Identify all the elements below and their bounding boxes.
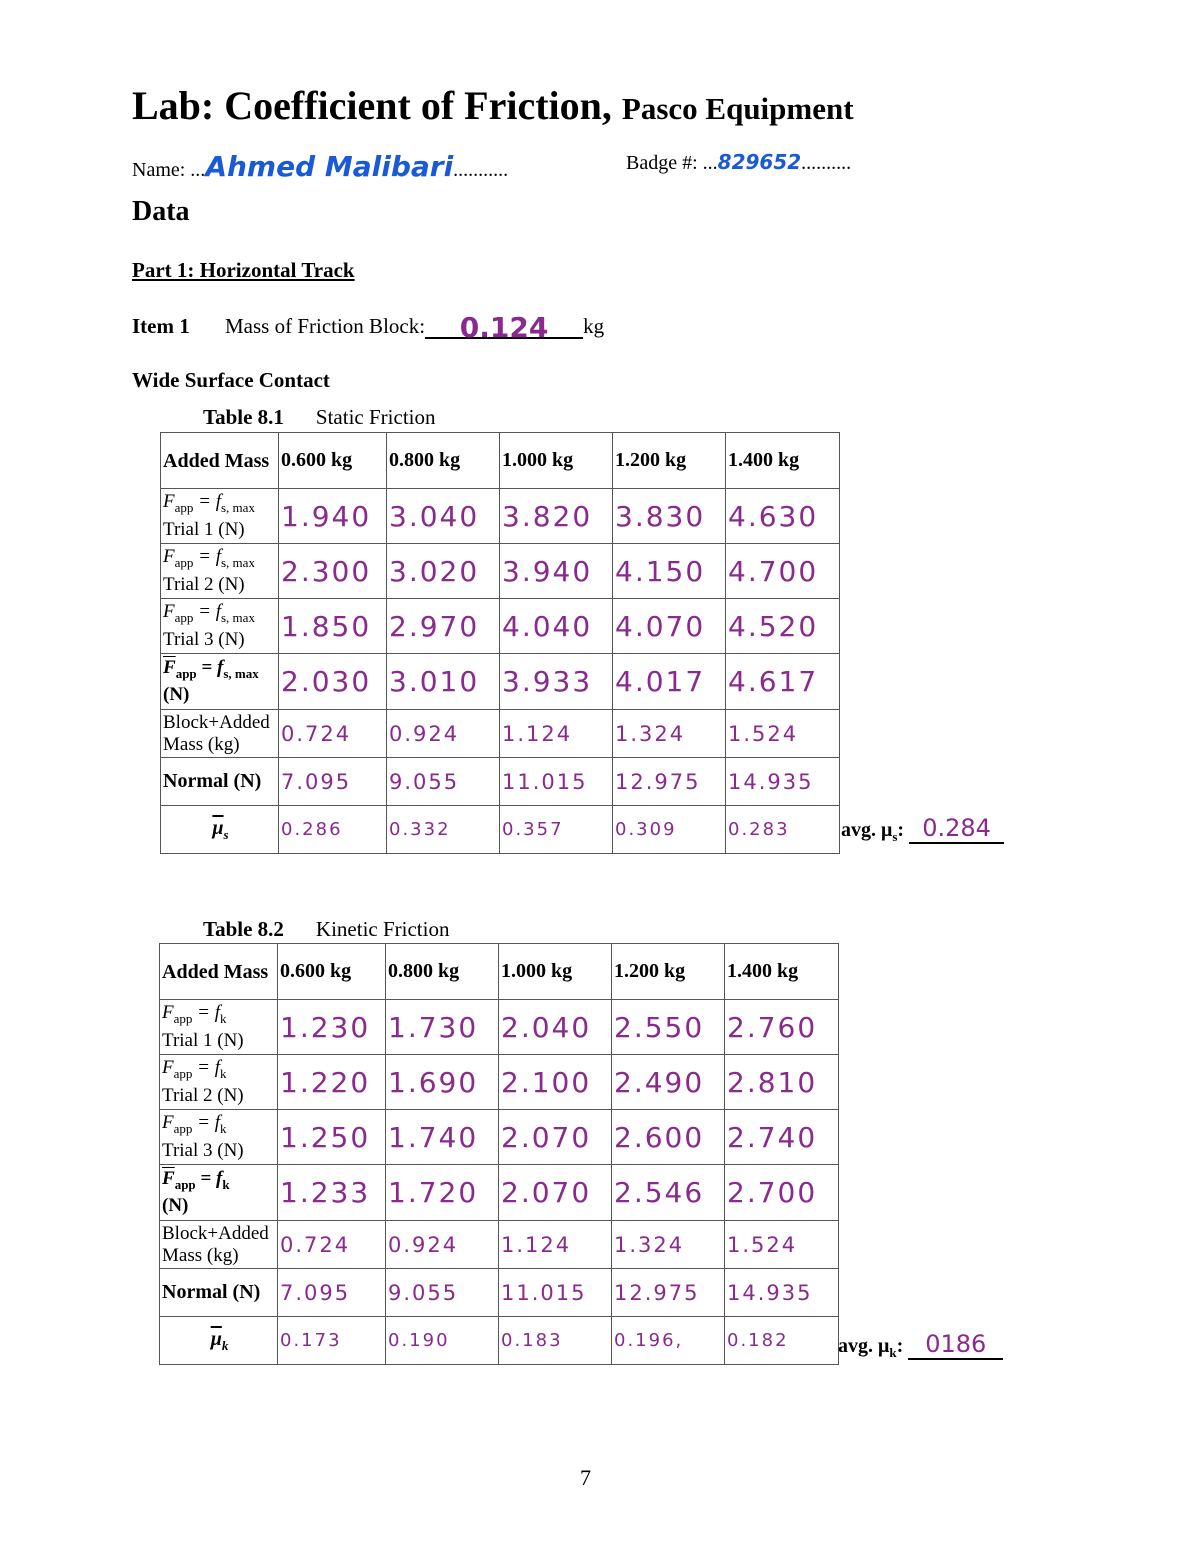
table1 bbox=[160, 432, 840, 854]
data-heading: Data bbox=[132, 196, 190, 227]
table1-cell: 0.286 bbox=[279, 806, 387, 854]
table1-row-label: $F_{app} = f_{s, max}$ Trial 3 (N) bbox=[161, 599, 279, 654]
table1-cell: 4.617 bbox=[726, 654, 840, 710]
table2-caption bbox=[203, 917, 449, 942]
table2-cell: 1.524 bbox=[725, 1221, 839, 1269]
table1-row-label: $F_{app} = f_{s, max}$ Trial 2 (N) bbox=[161, 544, 279, 599]
table1-row-label: $F_{app} = f_{s, max}$ Trial 1 (N) bbox=[161, 489, 279, 544]
table2-header-label: Added Mass bbox=[160, 944, 278, 1000]
table2-cell: 2.040 bbox=[499, 1000, 612, 1055]
table2-avg-label: avg. μ bbox=[838, 1335, 890, 1357]
table1-cell: 12.975 bbox=[613, 758, 726, 806]
table1-cell: 1.124 bbox=[500, 710, 613, 758]
table1-header-label: Added Mass bbox=[161, 433, 279, 489]
table1-cell: 0.724 bbox=[279, 710, 387, 758]
page-number: 7 bbox=[580, 1465, 591, 1490]
table2-cell: 2.760 bbox=[725, 1000, 839, 1055]
name-label: Name: ... bbox=[132, 159, 206, 181]
table2-cell: 2.070 bbox=[499, 1165, 612, 1221]
table1-cell: 4.700 bbox=[726, 544, 840, 599]
table2-row-label: $F_{app} = f_k$ Trial 1 (N) bbox=[160, 1000, 278, 1055]
table1-cell: 0.357 bbox=[500, 806, 613, 854]
table2-col-header: 0.800 kg bbox=[386, 944, 499, 1000]
table1-cell: 3.040 bbox=[387, 489, 500, 544]
table1-cell: 3.933 bbox=[500, 654, 613, 710]
table2-cell: 2.070 bbox=[499, 1110, 612, 1165]
table-row bbox=[160, 1221, 839, 1269]
table1-caption bbox=[203, 405, 436, 430]
table2-cell: 1.250 bbox=[278, 1110, 386, 1165]
table1-cell: 4.070 bbox=[613, 599, 726, 654]
table2-cell: 2.100 bbox=[499, 1055, 612, 1110]
table2-mu-label: $\overline{\mu}_k$ bbox=[160, 1317, 278, 1365]
table-row bbox=[160, 1110, 839, 1165]
table1-avg: avg. $\mu_s$: 0.284 bbox=[841, 814, 1004, 845]
mass-unit: kg bbox=[583, 314, 605, 338]
table-row bbox=[161, 599, 840, 654]
table1-cell: 2.300 bbox=[279, 544, 387, 599]
table2-cell: 0.196, bbox=[612, 1317, 725, 1365]
table2-cell: 1.730 bbox=[386, 1000, 499, 1055]
table1-cell: 2.030 bbox=[279, 654, 387, 710]
table1-header-row bbox=[161, 433, 840, 489]
table2-cell: 14.935 bbox=[725, 1269, 839, 1317]
table1-col-header: 1.400 kg bbox=[726, 433, 840, 489]
table1-cell: 1.324 bbox=[613, 710, 726, 758]
table1-cell: 0.924 bbox=[387, 710, 500, 758]
table-row bbox=[161, 654, 840, 710]
table2-cell: 0.924 bbox=[386, 1221, 499, 1269]
table2-caption-num: Table 8.2 bbox=[203, 917, 284, 941]
table-row bbox=[161, 806, 840, 854]
badge-value: 829652 bbox=[717, 150, 802, 174]
table2-cell: 1.690 bbox=[386, 1055, 499, 1110]
table2-cell: 1.324 bbox=[612, 1221, 725, 1269]
table-row bbox=[161, 710, 840, 758]
table2-cell: 7.095 bbox=[278, 1269, 386, 1317]
title-sub: Pasco Equipment bbox=[621, 91, 854, 126]
table2-cell: 2.600 bbox=[612, 1110, 725, 1165]
table2-caption-text: Kinetic Friction bbox=[315, 917, 450, 941]
table1-cell: 14.935 bbox=[726, 758, 840, 806]
table2-col-header: 1.000 kg bbox=[499, 944, 612, 1000]
part-heading: Part 1: Horizontal Track bbox=[132, 258, 355, 282]
table2-cell: 0.190 bbox=[386, 1317, 499, 1365]
table2-cell: 1.720 bbox=[386, 1165, 499, 1221]
table2-col-header: 1.200 kg bbox=[612, 944, 725, 1000]
table2-cell: 2.700 bbox=[725, 1165, 839, 1221]
mass-value: 0.124 bbox=[459, 311, 549, 344]
badge-line: Badge #: ...829652.......... bbox=[626, 150, 852, 174]
table2-cell: 2.550 bbox=[612, 1000, 725, 1055]
table-row bbox=[160, 1317, 839, 1365]
table2-cell: 0.182 bbox=[725, 1317, 839, 1365]
table1-row-label: $\overline{F}_{app} = f_{s, max}$ (N) bbox=[161, 654, 279, 710]
table1-cell: 3.820 bbox=[500, 489, 613, 544]
name-line: Name: ...Ahmed Malibari........... bbox=[132, 150, 509, 183]
title-main: Lab: Coefficient of Friction, bbox=[132, 83, 612, 128]
table2-cell: 12.975 bbox=[612, 1269, 725, 1317]
table1-block-label: Block+Added Mass (kg) bbox=[161, 710, 279, 758]
table1-cell: 3.830 bbox=[613, 489, 726, 544]
table2-cell: 0.183 bbox=[499, 1317, 612, 1365]
table2-cell: 1.124 bbox=[499, 1221, 612, 1269]
table1-col-header: 1.200 kg bbox=[613, 433, 726, 489]
table2-cell: 1.220 bbox=[278, 1055, 386, 1110]
table2-cell: 11.015 bbox=[499, 1269, 612, 1317]
table-row bbox=[160, 1055, 839, 1110]
table2-header-row bbox=[160, 944, 839, 1000]
table2-avg: avg. $\mu_k$: 0186 bbox=[838, 1330, 1003, 1361]
table2-avg-value: 0186 bbox=[908, 1330, 1003, 1360]
table2-cell: 0.724 bbox=[278, 1221, 386, 1269]
table1-cell: 1.940 bbox=[279, 489, 387, 544]
wide-heading: Wide Surface Contact bbox=[132, 368, 330, 392]
table1-cell: 1.850 bbox=[279, 599, 387, 654]
table-row bbox=[161, 758, 840, 806]
table1-mu-label: $\overline{\mu}_s$ bbox=[161, 806, 279, 854]
table2-cell: 1.230 bbox=[278, 1000, 386, 1055]
table2-cell: 2.740 bbox=[725, 1110, 839, 1165]
table2-block-label: Block+Added Mass (kg) bbox=[160, 1221, 278, 1269]
table2-row-label: $\overline{F}_{app} = f_k$ (N) bbox=[160, 1165, 278, 1221]
table2-col-header: 0.600 kg bbox=[278, 944, 386, 1000]
table1-col-header: 1.000 kg bbox=[500, 433, 613, 489]
table2-cell: 9.055 bbox=[386, 1269, 499, 1317]
table1-cell: 3.010 bbox=[387, 654, 500, 710]
table1-normal-label: Normal (N) bbox=[161, 758, 279, 806]
table1-cell: 0.309 bbox=[613, 806, 726, 854]
table1-col-header: 0.600 kg bbox=[279, 433, 387, 489]
table2-cell: 1.740 bbox=[386, 1110, 499, 1165]
table-row bbox=[160, 1269, 839, 1317]
table1-caption-text: Static Friction bbox=[315, 405, 436, 429]
name-value: Ahmed Malibari bbox=[205, 150, 454, 183]
table1-cell: 3.940 bbox=[500, 544, 613, 599]
table-row bbox=[160, 1000, 839, 1055]
badge-label: Badge #: ... bbox=[626, 152, 718, 174]
table1-cell: 3.020 bbox=[387, 544, 500, 599]
table2-row-label: $F_{app} = f_k$ Trial 3 (N) bbox=[160, 1110, 278, 1165]
table1-cell: 4.520 bbox=[726, 599, 840, 654]
table1-cell: 1.524 bbox=[726, 710, 840, 758]
table2-row-label: $F_{app} = f_k$ Trial 2 (N) bbox=[160, 1055, 278, 1110]
table1-avg-label: avg. μ bbox=[841, 819, 893, 841]
table1-cell: 4.630 bbox=[726, 489, 840, 544]
table2-normal-label: Normal (N) bbox=[160, 1269, 278, 1317]
table1-cell: 9.055 bbox=[387, 758, 500, 806]
table1-cell: 0.283 bbox=[726, 806, 840, 854]
mass-label: Mass of Friction Block: bbox=[224, 314, 426, 338]
table1-cell: 11.015 bbox=[500, 758, 613, 806]
table2-cell: 2.490 bbox=[612, 1055, 725, 1110]
table-row bbox=[161, 544, 840, 599]
table1-caption-num: Table 8.1 bbox=[203, 405, 284, 429]
table1-cell: 4.150 bbox=[613, 544, 726, 599]
table1-col-header: 0.800 kg bbox=[387, 433, 500, 489]
page-title bbox=[132, 82, 854, 129]
table1-cell: 0.332 bbox=[387, 806, 500, 854]
table2-cell: 2.546 bbox=[612, 1165, 725, 1221]
table1-cell: 7.095 bbox=[279, 758, 387, 806]
item-label: Item 1 bbox=[132, 314, 190, 338]
table2-cell: 2.810 bbox=[725, 1055, 839, 1110]
table2 bbox=[159, 943, 839, 1365]
table1-cell: 4.040 bbox=[500, 599, 613, 654]
table1-cell: 2.970 bbox=[387, 599, 500, 654]
table1-cell: 4.017 bbox=[613, 654, 726, 710]
item-line bbox=[132, 311, 605, 344]
table-row bbox=[160, 1165, 839, 1221]
table-row bbox=[161, 489, 840, 544]
table2-cell: 0.173 bbox=[278, 1317, 386, 1365]
table2-col-header: 1.400 kg bbox=[725, 944, 839, 1000]
table2-cell: 1.233 bbox=[278, 1165, 386, 1221]
table1-avg-value: 0.284 bbox=[909, 814, 1004, 844]
